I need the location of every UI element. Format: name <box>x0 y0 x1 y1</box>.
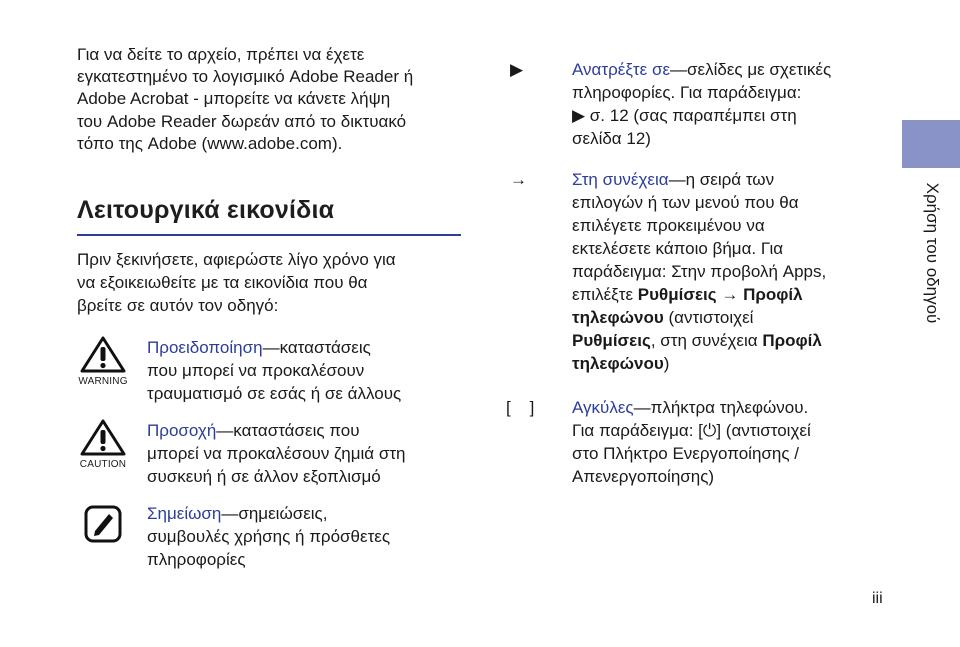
intro-line: Για να δείτε το αρχείο, πρέπει να έχετε <box>77 45 365 64</box>
chapter-tab <box>902 120 960 168</box>
caution-caption: CAUTION <box>79 459 127 470</box>
warning-keyword: Προειδοποίηση <box>147 338 263 357</box>
section-title: Λειτουργικά εικονίδια <box>77 196 335 224</box>
caution-triangle-icon <box>80 419 126 457</box>
warning-triangle-icon <box>80 336 126 374</box>
intro-line: εγκατεστημένο το λογισμικό Adobe Reader ή <box>77 67 414 87</box>
right-arrow-icon: → <box>510 170 527 189</box>
refer-keyword: Ανατρέξτε σε <box>572 60 671 79</box>
note-icon-box <box>77 502 129 562</box>
warning-caption: WARNING <box>78 376 128 387</box>
title-underline <box>77 234 461 236</box>
note-description: Σημείωση—σημειώσεις, συμβουλές χρήσης ή πρόσθετες πληροφορίες <box>147 504 391 569</box>
chapter-label: Χρήση του οδηγού <box>923 182 942 324</box>
brackets-keyword: Αγκύλες <box>572 398 634 417</box>
section-intro: Πριν ξεκινήσετε, αφιερώστε λίγο χρόνο για να εξοικειωθείτε με τα εικονίδια που θα βρείτε σε αυτόν τον οδηγό: <box>77 250 396 315</box>
manual-page: Για να δείτε το αρχείο, πρέπει να έχετε εγκατεστημένο το λογισμικό Adobe Reader ή Adobe Acrobat - μπορείτε να κάνετε λήψη του Adobe Reader δωρεάν από το δικτυακό τόπο της Adobe (www.adobe.com). Λειτουργικά εικονίδια Πριν ξεκινήσετε, αφιερώστε λίγο χρόνο για να εξοικειωθείτε με τα εικονίδια που θα βρείτε σε αυτόν τον οδηγό: WARNING Προειδοποίηση—καταστάσεις που μπορεί να προκαλέσουν τραυματισμό σε εσάς ή σε άλλους CAUTION Προσοχή—καταστάσεις που μπορεί να προκαλέσουν ζημιά στη συσκευή ή σε άλλον εξοπλισμό Σημείωση—σημειώσεις, συμβουλές χρήσης ή πρόσθετες πληροφορίες ▶ Ανατρέξτε σε—σελίδες με σχετικές πληροφορίες. Για παράδειγμα: ▶ σ. 12 (σας παραπέμπει στη σελίδα 12) → Στη συνέχεια—η σειρά των επιλογών ή των μενού που θα επιλέγετε προκειμένου να εκτελέσετε κάποιο βήμα. Για παράδειγμα: Στην προβολή Apps, επιλέξτε Ρυθμίσεις → Προφίλ τηλεφώνου (αντιστοιχεί Ρυθμίσεις, στη συνέχεια Προφίλ τηλεφώνου) [ ] Αγκύλες—πλήκτρα τηλεφώνου. Για παράδειγμα: [⏻] (αντιστοιχεί στο Πλήκτρο Ενεργοποίησης / Απενεργοποίησης) Χρήση του οδηγού iii <box>0 0 960 647</box>
caution-description: Προσοχή—καταστάσεις που μπορεί να προκαλέσουν ζημιά στη συσκευή ή σε άλλον εξοπλισμό <box>147 421 406 486</box>
caution-keyword: Προσοχή <box>147 421 217 440</box>
intro-paragraph <box>77 44 477 155</box>
caution-icon-box <box>77 419 129 479</box>
warning-description: Προειδοποίηση—καταστάσεις που μπορεί να προκαλέσουν τραυματισμό σε εσάς ή σε άλλους <box>147 338 402 403</box>
next-keyword: Στη συνέχεια <box>572 170 669 189</box>
warning-icon-box <box>77 336 129 396</box>
brackets-symbol: [ ] <box>506 398 535 417</box>
intro-line: τόπο της Adobe (www.adobe.com). <box>77 133 343 153</box>
play-arrow-icon: ▶ <box>510 60 524 79</box>
note-keyword: Σημείωση <box>147 504 222 523</box>
intro-line: Adobe Acrobat - μπορείτε να κάνετε λήψη <box>77 89 391 109</box>
page-number: iii <box>872 590 883 607</box>
note-pencil-icon <box>81 502 125 546</box>
intro-line: του Adobe Reader δωρεάν από το δικτυακό <box>77 111 407 131</box>
